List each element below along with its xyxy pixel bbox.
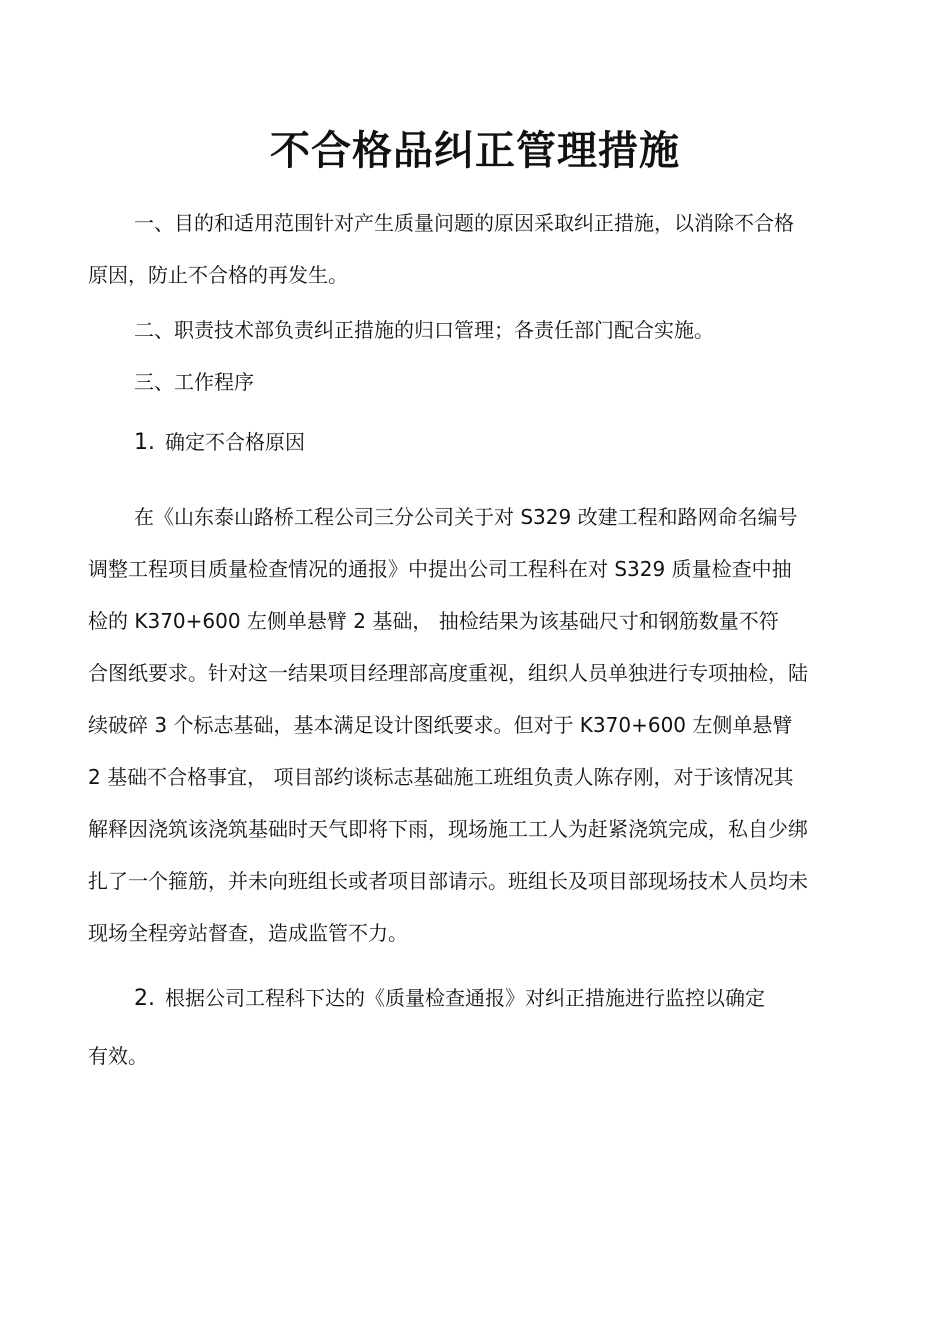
item-2-continuation: 有效。 <box>88 1044 148 1068</box>
body-line-2: 调整工程项目质量检查情况的通报》中提出公司工程科在对 S329 质量检查中抽 <box>88 557 792 581</box>
section-purpose <box>88 197 864 301</box>
item-2-number: 2. <box>134 986 155 1011</box>
item-1 <box>88 416 864 468</box>
item-1-text: 确定不合格原因 <box>165 430 305 454</box>
section-responsibility <box>88 304 864 356</box>
section-purpose-line-1: 一、目的和适用范围针对产生质量问题的原因采取纠正措施，以消除不合格 <box>134 211 794 235</box>
item-2 <box>88 972 864 1082</box>
section-responsibility-line-1: 二、职责技术部负责纠正措施的归口管理；各责任部门配合实施。 <box>134 318 714 342</box>
body-line-3: 检的 K370+600 左侧单悬臂 2 基础， 抽检结果为该基础尺寸和钢筋数量不符 <box>88 609 779 633</box>
body-line-9: 现场全程旁站督查，造成监管不力。 <box>88 921 408 945</box>
item-2-line <box>88 972 864 1024</box>
item-1-number: 1. <box>134 430 155 455</box>
body-line-4: 合图纸要求。针对这一结果项目经理部高度重视，组织人员单独进行专项抽检，陆 <box>88 661 808 685</box>
body-paragraph <box>88 491 864 959</box>
body-line-8: 扎了一个箍筋，并未向班组长或者项目部请示。班组长及项目部现场技术人员均未 <box>88 869 808 893</box>
body-line-5: 续破碎 3 个标志基础，基本满足设计图纸要求。但对于 K370+600 左侧单悬臂 <box>88 713 793 737</box>
section-procedure <box>88 356 864 408</box>
section-procedure-heading: 三、工作程序 <box>134 370 254 394</box>
document-title: 不合格品纠正管理措施 <box>270 128 680 174</box>
section-purpose-line-2: 原因，防止不合格的再发生。 <box>88 263 348 287</box>
item-1-line <box>88 416 864 468</box>
item-2-text: 根据公司工程科下达的《质量检查通报》对纠正措施进行监控以确定 <box>165 986 765 1010</box>
body-line-6: 2 基础不合格事宜， 项目部约谈标志基础施工班组负责人陈存刚，对于该情况其 <box>88 765 794 789</box>
body-line-7: 解释因浇筑该浇筑基础时天气即将下雨，现场施工工人为赶紧浇筑完成，私自少绑 <box>88 817 808 841</box>
body-line-1: 在《山东泰山路桥工程公司三分公司关于对 S329 改建工程和路网命名编号 <box>134 505 798 529</box>
